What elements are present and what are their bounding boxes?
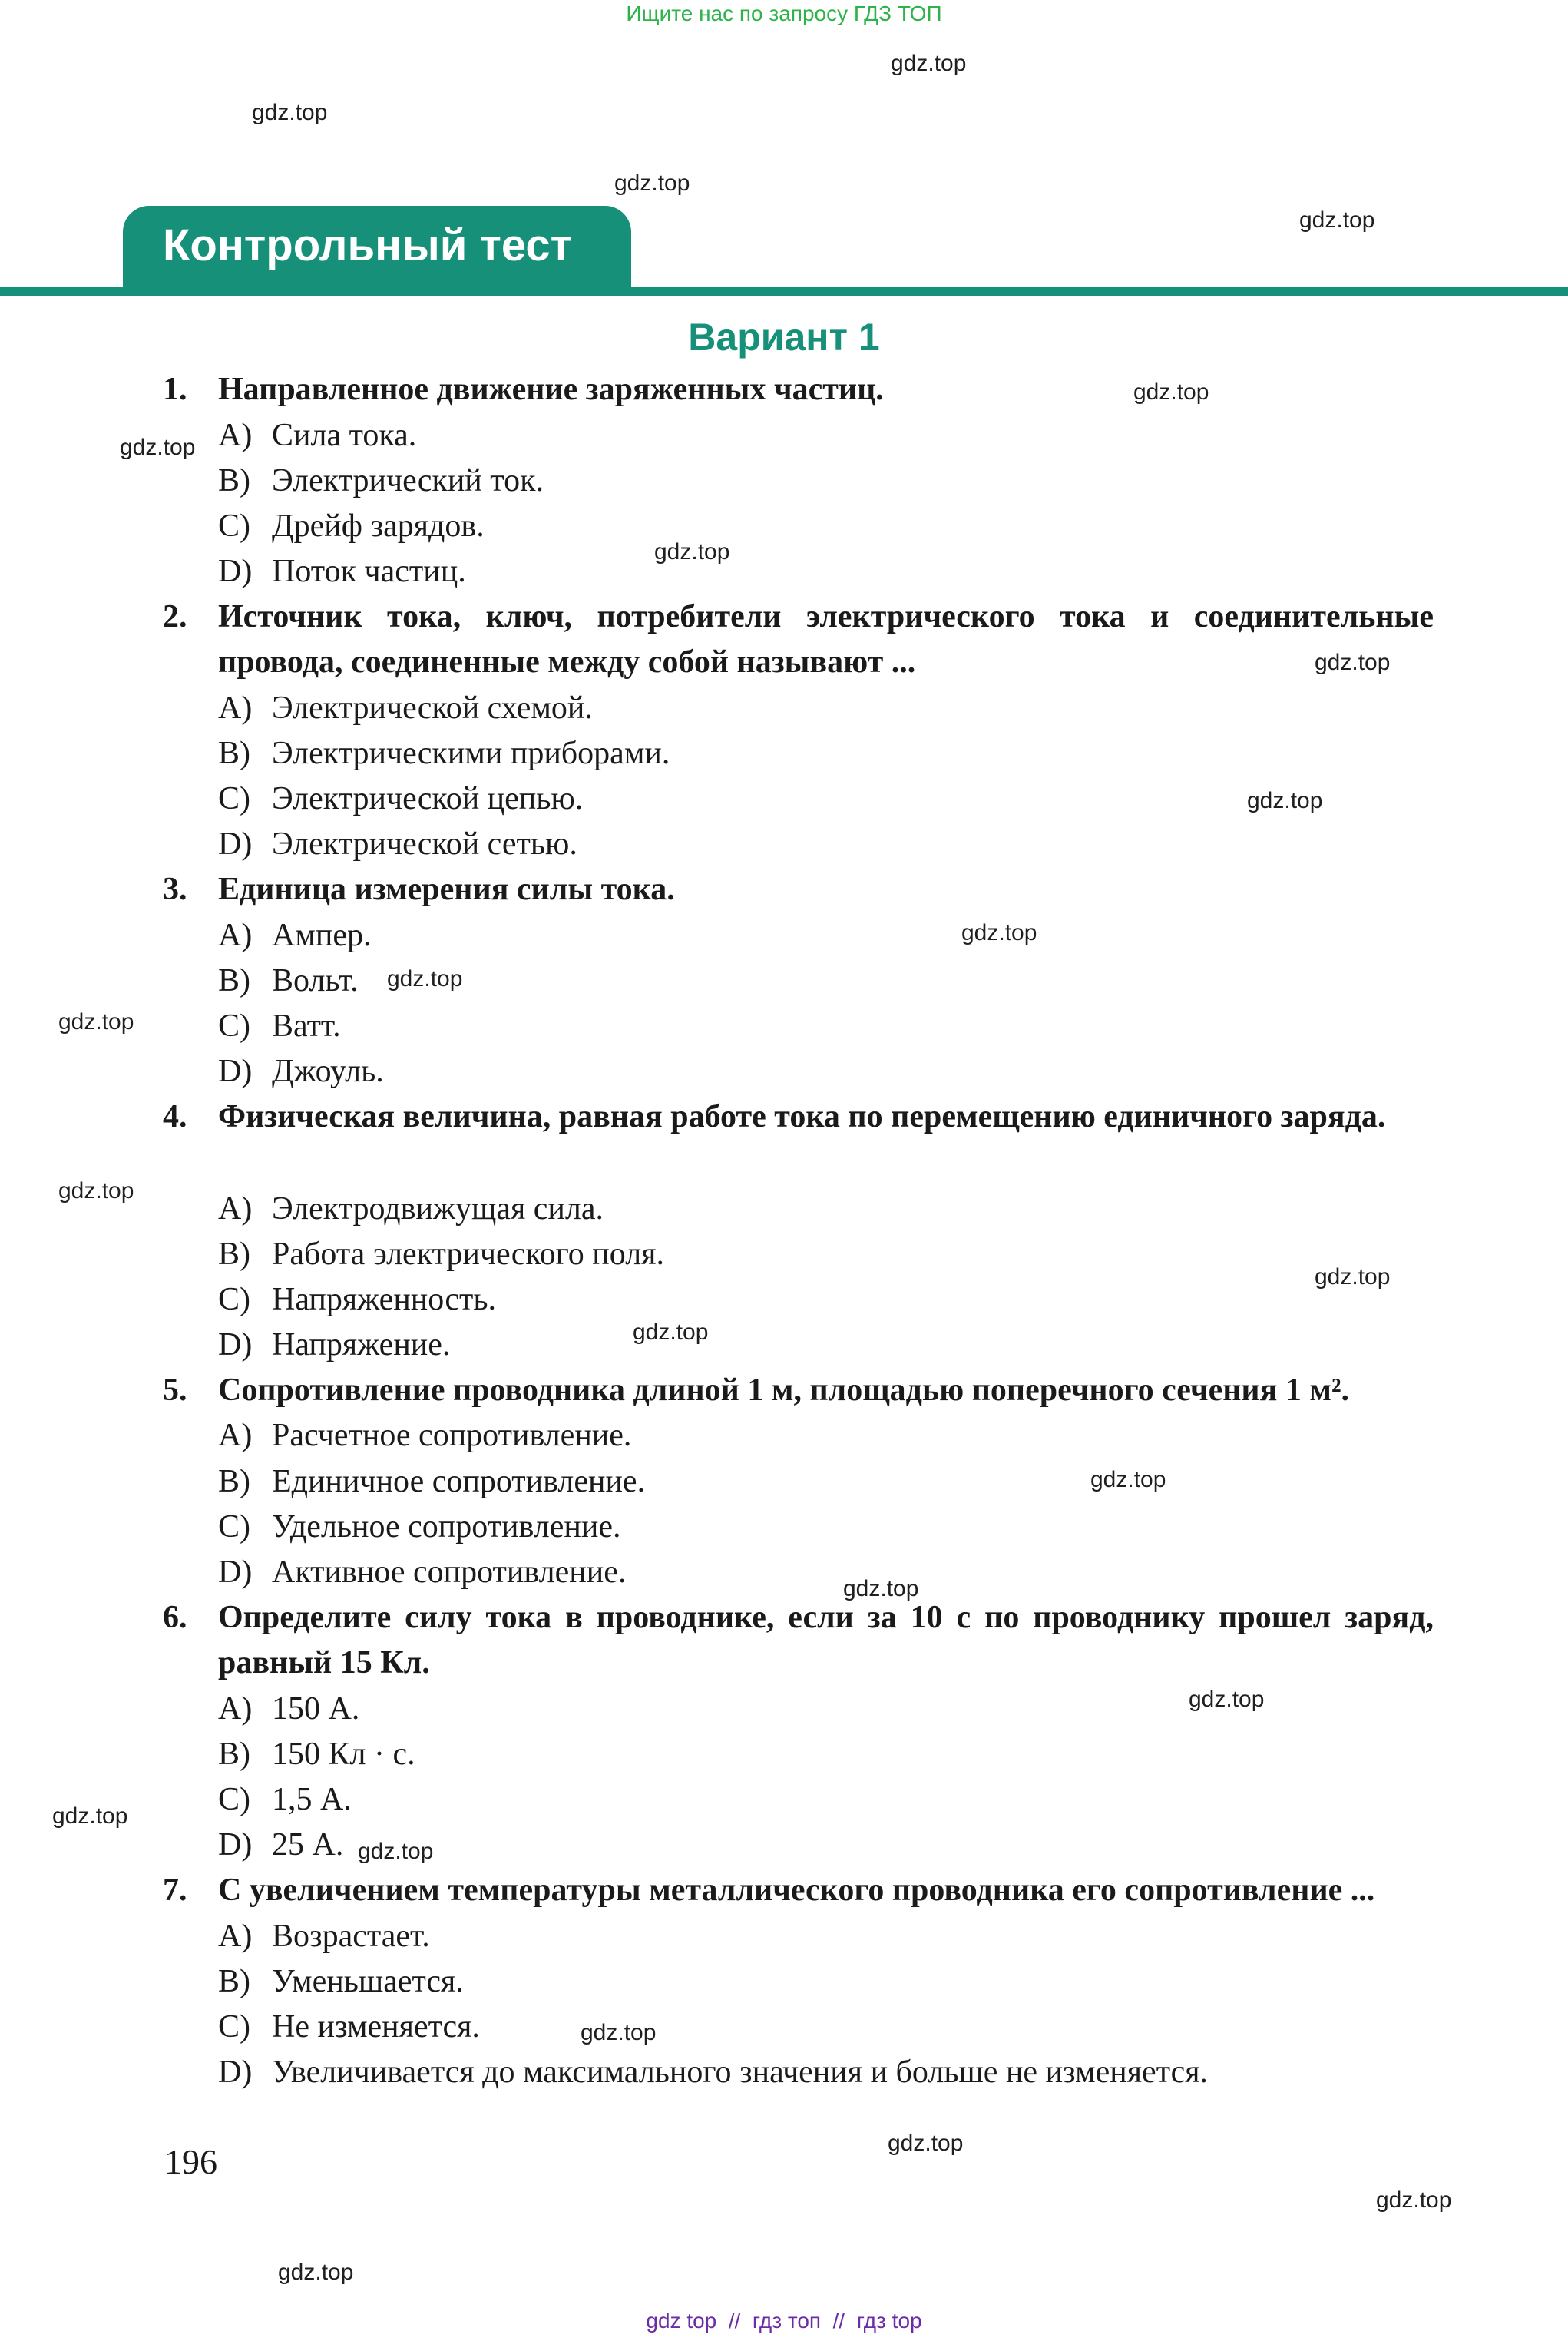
option-text: Увеличивается до максимального значения и больше не изменяется. bbox=[272, 2055, 1209, 2090]
question-number: 3. bbox=[163, 872, 187, 907]
option-7b bbox=[218, 1959, 464, 2005]
option-text: Электрической сетью. bbox=[272, 826, 577, 862]
option-text: Электрическими приборами. bbox=[272, 736, 670, 771]
option-6b bbox=[218, 1732, 415, 1777]
option-letter: A) bbox=[218, 690, 253, 726]
watermark: gdz.top bbox=[891, 51, 967, 76]
option-letter: D) bbox=[218, 2055, 253, 2090]
question-number: 1. bbox=[163, 372, 187, 407]
question-4 bbox=[163, 1094, 1434, 1140]
option-3d bbox=[218, 1049, 384, 1094]
option-1b bbox=[218, 459, 544, 504]
option-letter: D) bbox=[218, 1827, 253, 1863]
watermark: gdz.top bbox=[581, 2020, 657, 2045]
question-text: Единица измерения силы тока. bbox=[218, 872, 675, 907]
option-text: Электрический ток. bbox=[272, 463, 544, 498]
question-text: Сопротивление проводника длиной 1 м, площадью поперечного сечения 1 м². bbox=[218, 1372, 1350, 1408]
option-4b bbox=[218, 1232, 664, 1277]
option-5b bbox=[218, 1459, 645, 1505]
option-5a bbox=[218, 1413, 631, 1459]
option-text: Сила тока. bbox=[272, 418, 417, 453]
option-text: 1,5 А. bbox=[272, 1782, 352, 1817]
option-5d bbox=[218, 1550, 626, 1595]
option-7d bbox=[218, 2050, 1208, 2095]
option-letter: B) bbox=[218, 963, 250, 998]
option-text: Электродвижущая сила. bbox=[272, 1191, 604, 1227]
option-1a bbox=[218, 413, 416, 459]
option-2b bbox=[218, 731, 670, 776]
option-text: Напряжение. bbox=[272, 1327, 451, 1363]
question-number: 4. bbox=[163, 1099, 187, 1134]
option-3b bbox=[218, 959, 359, 1004]
option-5c bbox=[218, 1505, 620, 1550]
option-2c bbox=[218, 776, 583, 822]
option-letter: D) bbox=[218, 1327, 253, 1363]
watermark: gdz.top bbox=[1376, 2187, 1452, 2213]
option-7a bbox=[218, 1914, 430, 1959]
option-letter: A) bbox=[218, 1191, 253, 1227]
option-letter: A) bbox=[218, 1418, 253, 1453]
footer-links: gdz top // гдз топ // гдз top bbox=[646, 2309, 922, 2333]
option-text: Джоуль. bbox=[272, 1054, 384, 1089]
watermark: gdz.top bbox=[387, 966, 463, 992]
watermark: gdz.top bbox=[58, 1178, 134, 1204]
option-letter: B) bbox=[218, 1964, 250, 1999]
option-letter: D) bbox=[218, 554, 253, 589]
option-3c bbox=[218, 1004, 341, 1049]
watermark: gdz.top bbox=[278, 2260, 354, 2285]
option-text: Поток частиц. bbox=[272, 554, 466, 589]
option-letter: B) bbox=[218, 463, 250, 498]
question-number: 2. bbox=[163, 599, 187, 634]
option-letter: B) bbox=[218, 1237, 250, 1272]
option-text: Напряженность. bbox=[272, 1282, 496, 1317]
option-2a bbox=[218, 686, 593, 731]
option-letter: A) bbox=[218, 1691, 253, 1727]
option-letter: B) bbox=[218, 1464, 250, 1499]
option-letter: D) bbox=[218, 826, 253, 862]
option-6d bbox=[218, 1823, 343, 1868]
question-5 bbox=[163, 1368, 1434, 1413]
option-4c bbox=[218, 1277, 496, 1323]
question-number: 6. bbox=[163, 1600, 187, 1635]
option-letter: D) bbox=[218, 1054, 253, 1089]
option-letter: C) bbox=[218, 2009, 250, 2045]
option-text: Уменьшается. bbox=[272, 1964, 464, 1999]
option-text: Не изменяется. bbox=[272, 2009, 480, 2045]
watermark: gdz.top bbox=[633, 1320, 709, 1345]
option-text: Вольт. bbox=[272, 963, 359, 998]
option-text: Единичное сопротивление. bbox=[272, 1464, 646, 1499]
option-text: Возрастает. bbox=[272, 1919, 430, 1954]
option-1d bbox=[218, 549, 466, 594]
watermark: gdz.top bbox=[1189, 1687, 1265, 1712]
watermark: gdz.top bbox=[614, 171, 690, 196]
page-number: 196 bbox=[164, 2142, 217, 2181]
option-letter: C) bbox=[218, 781, 250, 816]
top-search-note: Ищите нас по запросу ГДЗ ТОП bbox=[626, 2, 942, 25]
watermark: gdz.top bbox=[52, 1803, 128, 1829]
watermark: gdz.top bbox=[1315, 650, 1391, 675]
variant-heading: Вариант 1 bbox=[688, 316, 880, 359]
watermark: gdz.top bbox=[961, 920, 1037, 945]
option-2d bbox=[218, 822, 577, 867]
option-letter: A) bbox=[218, 918, 253, 953]
question-1 bbox=[163, 367, 1434, 412]
watermark: gdz.top bbox=[252, 100, 328, 125]
option-1c bbox=[218, 504, 485, 549]
question-7 bbox=[163, 1868, 1434, 1913]
watermark: gdz.top bbox=[888, 2131, 964, 2156]
question-text: С увеличением температуры металлического проводника его сопротивление ... bbox=[218, 1872, 1375, 1908]
question-6 bbox=[163, 1595, 1434, 1686]
question-text: Источник тока, ключ, потребители электрического тока и соединительные провода, соединенные между собой называют ... bbox=[218, 599, 1434, 680]
option-6c bbox=[218, 1777, 352, 1823]
question-text: Физическая величина, равная работе тока по перемещению единичного заряда. bbox=[218, 1099, 1386, 1134]
option-text: Электрической схемой. bbox=[272, 690, 593, 726]
option-text: Дрейф зарядов. bbox=[272, 508, 485, 544]
watermark: gdz.top bbox=[843, 1576, 919, 1601]
option-4a bbox=[218, 1187, 604, 1232]
option-letter: C) bbox=[218, 1282, 250, 1317]
question-number: 5. bbox=[163, 1372, 187, 1408]
question-text: Определите силу тока в проводнике, если за 10 с по проводнику прошел заряд, равный 15 Кл. bbox=[218, 1600, 1434, 1680]
watermark: gdz.top bbox=[358, 1839, 434, 1864]
option-text: 25 А. bbox=[272, 1827, 344, 1863]
option-letter: D) bbox=[218, 1555, 253, 1590]
watermark: gdz.top bbox=[120, 435, 196, 460]
watermark: gdz.top bbox=[58, 1009, 134, 1035]
watermark: gdz.top bbox=[1315, 1264, 1391, 1290]
watermark: gdz.top bbox=[1299, 207, 1375, 233]
option-text: Ампер. bbox=[272, 918, 372, 953]
option-text: Активное сопротивление. bbox=[272, 1555, 627, 1590]
watermark: gdz.top bbox=[1133, 379, 1209, 405]
option-text: Расчетное сопротивление. bbox=[272, 1418, 632, 1453]
watermark: gdz.top bbox=[654, 539, 730, 565]
option-letter: B) bbox=[218, 1737, 250, 1772]
option-text: Электрической цепью. bbox=[272, 781, 584, 816]
question-text: Направленное движение заряженных частиц. bbox=[218, 372, 884, 407]
option-letter: C) bbox=[218, 1782, 250, 1817]
option-letter: C) bbox=[218, 508, 250, 544]
option-7c bbox=[218, 2005, 480, 2050]
option-letter: A) bbox=[218, 1919, 253, 1954]
option-6a bbox=[218, 1687, 359, 1732]
option-letter: A) bbox=[218, 418, 253, 453]
page-title: Контрольный тест bbox=[163, 220, 573, 270]
option-text: Ватт. bbox=[272, 1008, 341, 1044]
option-letter: C) bbox=[218, 1509, 250, 1545]
option-3a bbox=[218, 913, 372, 959]
option-text: Работа электрического поля. bbox=[272, 1237, 664, 1272]
watermark: gdz.top bbox=[1090, 1467, 1166, 1492]
watermark: gdz.top bbox=[1247, 788, 1323, 813]
option-letter: B) bbox=[218, 736, 250, 771]
question-number: 7. bbox=[163, 1872, 187, 1908]
option-text: 150 Кл · с. bbox=[272, 1737, 415, 1772]
question-3 bbox=[163, 867, 1434, 912]
option-text: 150 А. bbox=[272, 1691, 360, 1727]
option-letter: C) bbox=[218, 1008, 250, 1044]
option-text: Удельное сопротивление. bbox=[272, 1509, 621, 1545]
option-4d bbox=[218, 1323, 450, 1368]
question-2 bbox=[163, 594, 1434, 685]
